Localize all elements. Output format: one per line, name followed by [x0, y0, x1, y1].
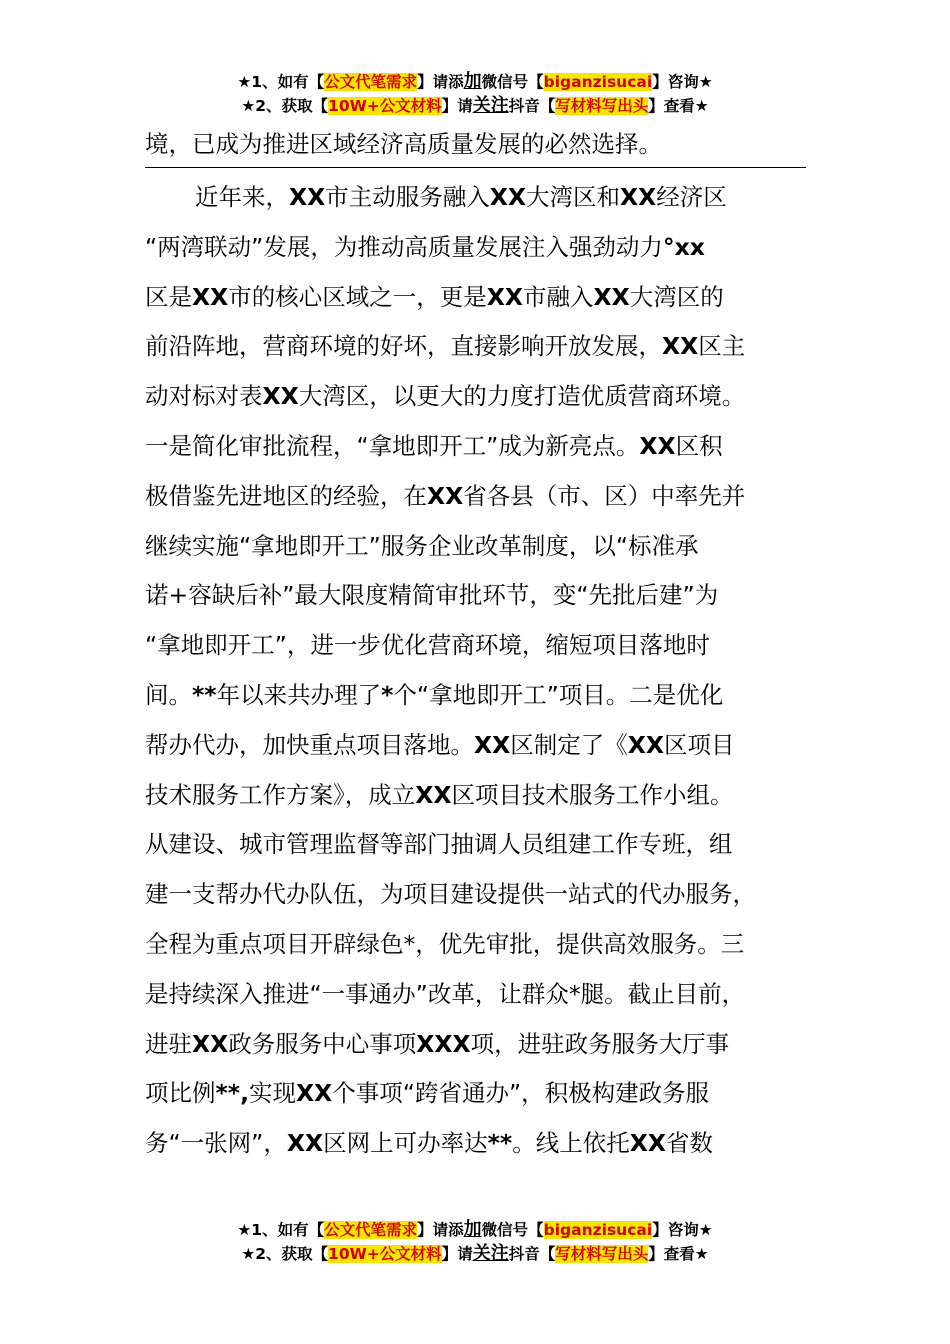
- banner-text: 抖音【: [508, 97, 556, 115]
- banner-highlight: 10W+公文材料: [328, 1245, 442, 1263]
- paragraph-line: 从建设、城市管理监督等部门抽调人员组建工作专班，组: [145, 830, 733, 859]
- banner-underlined: 加: [463, 71, 482, 92]
- paragraph-line: 动对标对表XX大湾区，以更大的力度打造优质营商环境。: [145, 382, 746, 411]
- banner-text: ★2、获取【: [241, 97, 329, 115]
- banner-highlight: 10W+公文材料: [328, 97, 442, 115]
- paragraph-line: 务“一张网”，XX区网上可办率达**。线上依托XX省数: [145, 1129, 713, 1158]
- paragraph-line: 建一支帮办代办队伍，为项目建设提供一站式的代办服务，: [145, 880, 756, 909]
- banner-text: ★1、如有【: [237, 1221, 325, 1239]
- banner-text: ★2、获取【: [241, 1245, 329, 1263]
- banner-text: 】查看★: [648, 97, 709, 115]
- paragraph-line: 一是简化审批流程，“拿地即开工”成为新亮点。XX区积: [145, 431, 723, 460]
- banner-text: 抖音【: [508, 1245, 556, 1263]
- banner-highlight: 公文代笔需求: [324, 1221, 418, 1239]
- header-divider: [145, 167, 806, 168]
- banner-text: 微信号【: [481, 1221, 544, 1239]
- banner-text: 】查看★: [648, 1245, 709, 1263]
- banner-highlight-wechat: biganzisucai: [543, 73, 653, 91]
- banner-line-2: [0, 94, 950, 118]
- banner-underlined: 关注: [472, 1243, 509, 1264]
- banner-text: 】请添: [417, 1221, 464, 1239]
- header-banner: [0, 70, 950, 118]
- paragraph-line: 近年来，XX市主动服务融入XX大湾区和XX经济区: [195, 183, 727, 211]
- paragraph-line: 间。**年以来共办理了*个“拿地即开工”项目。二是优化: [145, 680, 724, 709]
- banner-text: 】请: [441, 97, 473, 115]
- banner-highlight: 公文代笔需求: [324, 73, 418, 91]
- paragraph-line: 进驻XX政务服务中心事项XXX项，进驻政务服务大厅事: [145, 1029, 730, 1058]
- banner-underlined: 关注: [472, 95, 509, 116]
- paragraph-line: 项比例**,实现XX个事项“跨省通办”，积极构建政务服: [145, 1079, 710, 1108]
- paragraph-line: 继续实施“拿地即开工”服务企业改革制度，以“标准承: [145, 531, 699, 560]
- banner-highlight-wechat: biganzisucai: [543, 1221, 653, 1239]
- banner-underlined: 加: [463, 1219, 482, 1240]
- banner-text: 】咨询★: [652, 1221, 713, 1239]
- banner-line-1: [0, 70, 950, 94]
- paragraph-line: “拿地即开工”，进一步优化营商环境，缩短项目落地时: [145, 631, 710, 660]
- paragraph-line: 极借鉴先进地区的经验，在XX省各县（市、区）中率先并: [145, 481, 746, 510]
- banner-highlight-douyin: 写材料写出头: [555, 1245, 649, 1263]
- banner-text: 】咨询★: [652, 73, 713, 91]
- body-paragraph: [145, 173, 810, 1169]
- paragraph-line: 前沿阵地，营商环境的好坏，直接影响开放发展，XX区主: [145, 332, 746, 361]
- paragraph-line: “两湾联动”发展，为推动高质量发展注入强劲动力°xx: [145, 232, 705, 261]
- footer-banner: [0, 1218, 950, 1266]
- paragraph-line: 诺+容缺后补”最大限度精简审批环节，变“先批后建”为: [145, 581, 719, 610]
- banner-line-2: [0, 1242, 950, 1266]
- paragraph-line: 全程为重点项目开辟绿色*，优先审批，提供高效服务。三: [145, 929, 745, 958]
- paragraph-line: 技术服务工作方案》，成立XX区项目技术服务工作小组。: [145, 780, 734, 809]
- banner-text: 】请: [441, 1245, 473, 1263]
- banner-highlight-douyin: 写材料写出头: [555, 97, 649, 115]
- paragraph-line: 区是XX市的核心区域之一，更是XX市融入XX大湾区的: [145, 282, 724, 311]
- banner-text: 】请添: [417, 73, 464, 91]
- paragraph-line: 是持续深入推进“一事通办”改革，让群众*腿。截止目前，: [145, 979, 746, 1008]
- banner-text: 微信号【: [481, 73, 544, 91]
- continuation-line: 境，已成为推进区域经济高质量发展的必然选择。: [145, 130, 662, 158]
- banner-text: ★1、如有【: [237, 73, 325, 91]
- banner-line-1: [0, 1218, 950, 1242]
- paragraph-line: 帮办代办，加快重点项目落地。XX区制定了《XX区项目: [145, 730, 735, 759]
